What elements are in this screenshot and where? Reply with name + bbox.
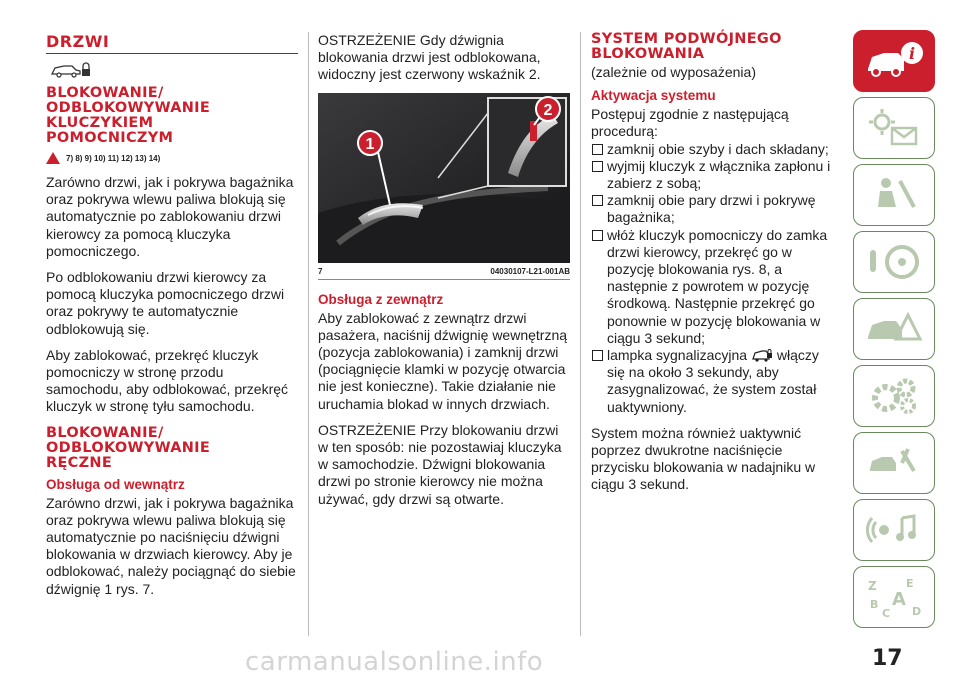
svg-text:C: C [882, 607, 891, 619]
checkbox-bullet-icon [592, 350, 603, 361]
column-divider [580, 32, 581, 636]
tab-index[interactable] [853, 566, 935, 628]
heading-manual-locking: BLOKOWANIE/ ODBLOKOWYWANIE RĘCZNE [46, 424, 211, 471]
list-item [591, 192, 835, 226]
car-lock-warning-light-icon [751, 347, 773, 363]
column-1 [46, 32, 298, 607]
heading-key-locking: BLOKOWANIE/ ODBLOKOWYWANIE KLUCZYKIEM POMOCNICZYM [46, 85, 211, 146]
list-item-text [607, 347, 835, 416]
tab-starting-driving[interactable] [853, 231, 935, 293]
figure-marker-1-label: 1 [365, 135, 375, 153]
paragraph: Zarówno drzwi, jak i pokrywa bagażnika oraz pokrywa wlewu paliwa blokują się automatycznie po zablokowaniu drzwi kierowcy za pomocą kluczyka pomocniczego. [46, 174, 294, 259]
subheading-outside: Obsługa z zewnątrz [318, 291, 444, 307]
gears-icon [862, 374, 926, 418]
list-item [591, 347, 835, 416]
warning-references [46, 152, 298, 164]
checkbox-bullet-icon [592, 161, 603, 172]
tab-car-info[interactable] [853, 30, 935, 92]
safety-icon [862, 173, 926, 217]
tab-multimedia[interactable] [853, 499, 935, 561]
checkbox-bullet-icon [592, 195, 603, 206]
list-item [591, 227, 835, 347]
door-lever-illustration [318, 93, 570, 263]
list-item-text: wyjmij kluczyk z włącznika zapłonu i zabierz z sobą; [607, 157, 831, 192]
emergency-icon [862, 307, 926, 351]
title-rule [46, 53, 298, 54]
section-title: DRZWI [46, 32, 110, 51]
list-item-text: włóż kluczyk pomocniczy do zamka drzwi kierowcy, przekręć go w pozycję blokowania rys. 8, a następnie z powrotem w pozycję środkową. Następnie przekręć go ponownie w pozycję blokowania w ciągu 3 sekund; [607, 226, 828, 346]
chapter-tabs [853, 30, 935, 633]
checkbox-bullet-icon [592, 230, 603, 241]
car-info-icon [862, 39, 926, 83]
paragraph: Aby zablokować, przekręć kluczyk pomocniczy w stronę przodu samochodu, aby odblokować, przekręć kluczyk w stronę tyłu samochodu. [46, 346, 289, 415]
figure-number: 7 [318, 266, 323, 276]
paragraph: System można również uaktywnić poprzez dwukrotne naciśnięcie przycisku blokowania w nadajniku w ciągu 3 sekund. [591, 424, 816, 493]
tab-safety[interactable] [853, 164, 935, 226]
paragraph: Postępuj zgodnie z następującą procedurą: [591, 106, 789, 140]
warning-lights-icon [862, 106, 926, 150]
paragraph: OSTRZEŻENIE Przy blokowaniu drzwi w ten sposób: nie pozostawiaj kluczyka w samochodzie. Dźwigni blokowania drzwi po stronie kierowcy nie można używać, gdy drzwi są otwarte. [318, 421, 562, 507]
list-item-text: zamknij obie szyby i dach składany; [607, 140, 829, 157]
figure-code: 04030107-L21-001AB [490, 266, 570, 276]
svg-text:i: i [908, 44, 916, 63]
paragraph: Po odblokowaniu drzwi kierowcy za pomocą kluczyka pomocniczego drzwi oraz pokrywy te automatycznie odblokowują się. [46, 269, 285, 337]
subheading-activation: Aktywacja systemu [591, 88, 716, 104]
alphabet-index-icon [862, 575, 926, 619]
svg-text:Z: Z [868, 579, 877, 593]
column-2 [318, 32, 570, 517]
figure-caption [318, 263, 570, 280]
list-item-text-start: lampka sygnalizacyjna [607, 347, 748, 364]
column-3 [591, 32, 835, 503]
column-divider [308, 32, 309, 636]
steering-wheel-icon [862, 240, 926, 284]
subtitle: (zależnie od wyposażenia) [591, 64, 756, 80]
svg-text:E: E [906, 577, 914, 590]
figure-marker-2-label: 2 [543, 101, 553, 119]
tab-technical-data[interactable] [853, 432, 935, 494]
list-item [591, 158, 835, 192]
list-item [591, 141, 835, 158]
checkbox-bullet-icon [592, 144, 603, 155]
figure-door-lever [318, 93, 570, 263]
warning-triangle-icon [46, 152, 60, 164]
tab-emergency[interactable] [853, 298, 935, 360]
tab-maintenance[interactable] [853, 365, 935, 427]
paragraph: Zarówno drzwi, jak i pokrywa bagażnika oraz pokrywa wlewu paliwa blokują się automatycznie po naciśnięciu dźwigni blokowania w drzwiach kierowcy. Aby je odblokować, należy pociągnąć do siebie dźwignię 1 rys. 7. [46, 494, 296, 597]
svg-text:B: B [870, 598, 879, 611]
paragraph: Aby zablokować z zewnątrz drzwi pasażera, naciśnij dźwignię wewnętrzną (pozycja zablokowania) i zamknij drzwi (pociągnięcie klamki w pozycję otwarcia nie jest konieczne). Takie działanie nie uruchamia blokad w innych drzwiach. [318, 309, 568, 412]
page-number: 17 [872, 646, 903, 671]
car-locked-icon [50, 60, 92, 78]
watermark: carmanualsonline.info [245, 647, 544, 677]
svg-text:A: A [892, 589, 906, 610]
list-item-text-end: włączy się na około 3 sekundy, aby zasygnalizować, że system został uaktywniony. [607, 347, 819, 415]
list-item-text: zamknij obie pary drzwi i pokrywę bagażnika; [607, 192, 816, 226]
tab-warning-lights[interactable] [853, 97, 935, 159]
subheading-inside: Obsługa od wewnątrz [46, 476, 185, 492]
heading-double-locking: SYSTEM PODWÓJNEGO BLOKOWANIA [591, 31, 782, 62]
technical-data-icon [862, 441, 926, 485]
paragraph: OSTRZEŻENIE Gdy dźwignia blokowania drzwi jest odblokowana, widoczny jest czerwony wskaźnik 2. [318, 32, 541, 83]
svg-text:D: D [912, 605, 922, 618]
multimedia-icon [862, 508, 926, 552]
warning-refs-text: 7) 8) 9) 10) 11) 12) 13) 14) [66, 153, 161, 163]
